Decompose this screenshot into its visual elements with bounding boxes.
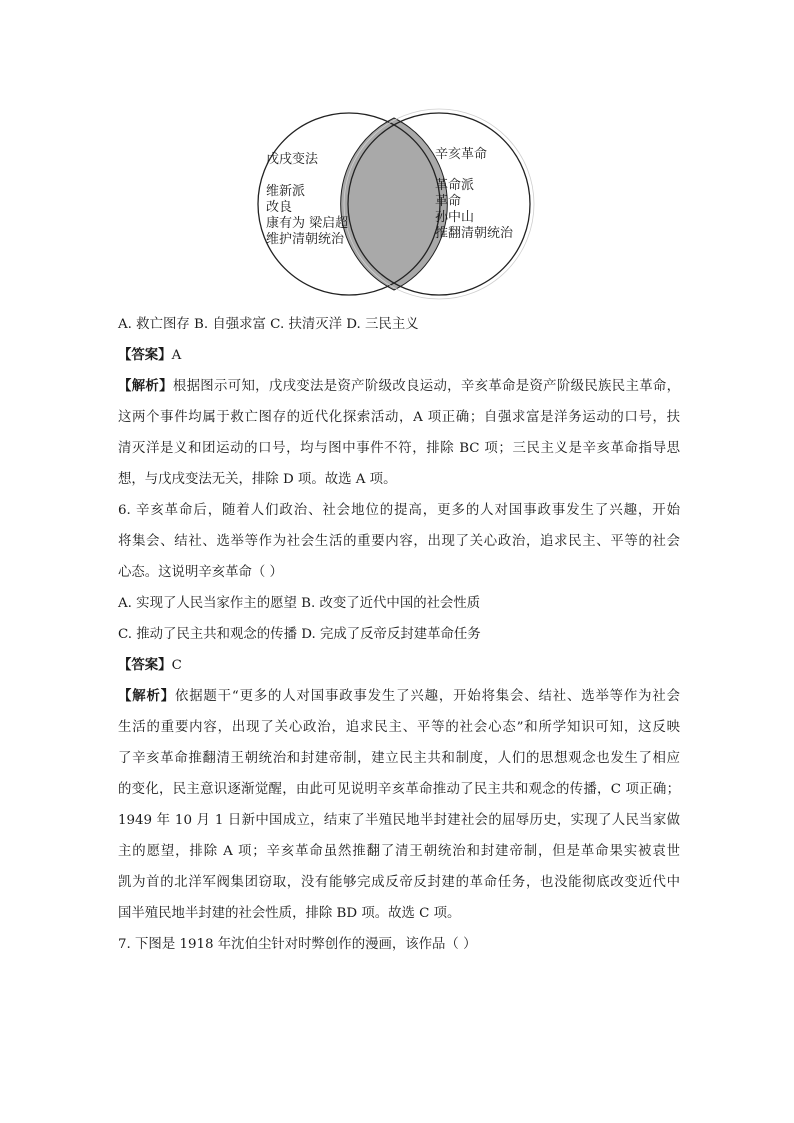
venn-left-item: 维新派 — [266, 184, 306, 199]
q5-analysis-line — [118, 371, 680, 402]
answer-tag: 【答案】 — [118, 347, 172, 363]
q6-analysis-line: 国半殖民地半封建的社会性质，排除 BD 项。故选 C 项。 — [118, 906, 461, 921]
q5-analysis-line: 想，与戊戌变法无关，排除 D 项。故选 A 项。 — [118, 472, 397, 487]
document-body — [118, 309, 680, 960]
analysis-text: 根据图示可知，戊戌变法是资产阶级改良运动，辛亥革命是资产阶级民族民主革命， — [172, 379, 681, 394]
answer-tag: 【答案】 — [118, 657, 172, 673]
answer-value: A — [171, 348, 182, 363]
venn-diagram — [256, 108, 536, 300]
q5-options: A. 救亡图存 B. 自强求富 C. 扶清灭洋 D. 三民主义 — [118, 317, 419, 332]
venn-left-item: 改良 — [266, 200, 293, 215]
venn-right-item: 革命 — [435, 194, 462, 209]
venn-right-item: 孙中山 — [435, 210, 475, 225]
q5-answer — [118, 340, 680, 371]
analysis-tag: 【解析】 — [118, 688, 175, 704]
q6-analysis-line: 主的愿望，排除 A 项；辛亥革命虽然推翻了清王朝统治和封建帝制，但是革命果实被袁世 — [118, 844, 680, 859]
q6-analysis-line: 1949 年 10 月 1 日新中国成立，结束了半殖民地半封建社会的屈辱历史，实现了人民当家做 — [118, 813, 680, 828]
q6-options-line: C. 推动了民主共和观念的传播 D. 完成了反帝反封建革命任务 — [118, 627, 481, 642]
venn-left-item: 康有为 梁启超 — [266, 216, 349, 231]
analysis-tag: 【解析】 — [118, 378, 173, 394]
q6-stem-line: 将集会、结社、选举等作为社会生活的重要内容，出现了关心政治，追求民主、平等的社会 — [118, 534, 680, 549]
q6-analysis-line — [118, 681, 680, 712]
q5-analysis-line: 清灭洋是义和团运动的口号，均与图中事件不符，排除 BC 项；三民主义是辛亥革命指导思 — [118, 441, 680, 456]
q6-stem-line: 6. 辛亥革命后，随着人们政治、社会地位的提高，更多的人对国事政事发生了兴趣，开始 — [118, 503, 680, 518]
q6-answer — [118, 650, 680, 681]
q6-analysis-line: 凯为首的北洋军阀集团窃取，没有能够完成反帝反封建的革命任务，也没能彻底改变近代中 — [118, 875, 680, 890]
venn-left-item: 维护清朝统治 — [266, 232, 345, 247]
venn-right-item: 推翻清朝统治 — [435, 226, 514, 241]
analysis-text: 依据题干“更多的人对国事政事发生了兴趣，开始将集会、结社、选举等作为社会 — [174, 689, 681, 704]
q6-options-line: A. 实现了人民当家作主的愿望 B. 改变了近代中国的社会性质 — [118, 596, 481, 611]
q6-analysis-line: 的变化，民主意识逐渐觉醒，由此可见说明辛亥革命推动了民主共和观念的传播，C 项正确； — [118, 782, 680, 797]
q6-analysis-line: 生活的重要内容，出现了关心政治，追求民主、平等的社会心态”和所学知识可知，这反映 — [118, 720, 680, 735]
venn-overlap — [341, 118, 448, 290]
venn-left-title: 戊戌变法 — [266, 152, 319, 167]
q6-stem-line: 心态。这说明辛亥革命（ ） — [118, 565, 283, 580]
answer-value: C — [171, 658, 182, 673]
venn-right-item: 革命派 — [435, 178, 475, 193]
q7-stem: 7. 下图是 1918 年沈伯尘针对时弊创作的漫画，该作品（ ） — [118, 937, 477, 952]
q5-analysis-line: 这两个事件均属于救亡图存的近代化探索活动，A 项正确；自强求富是洋务运动的口号，扶 — [118, 410, 680, 425]
q6-analysis-line: 了辛亥革命推翻清王朝统治和封建帝制，建立民主共和制度，人们的思想观念也发生了相应 — [118, 751, 680, 766]
venn-right-title: 辛亥革命 — [435, 147, 488, 162]
